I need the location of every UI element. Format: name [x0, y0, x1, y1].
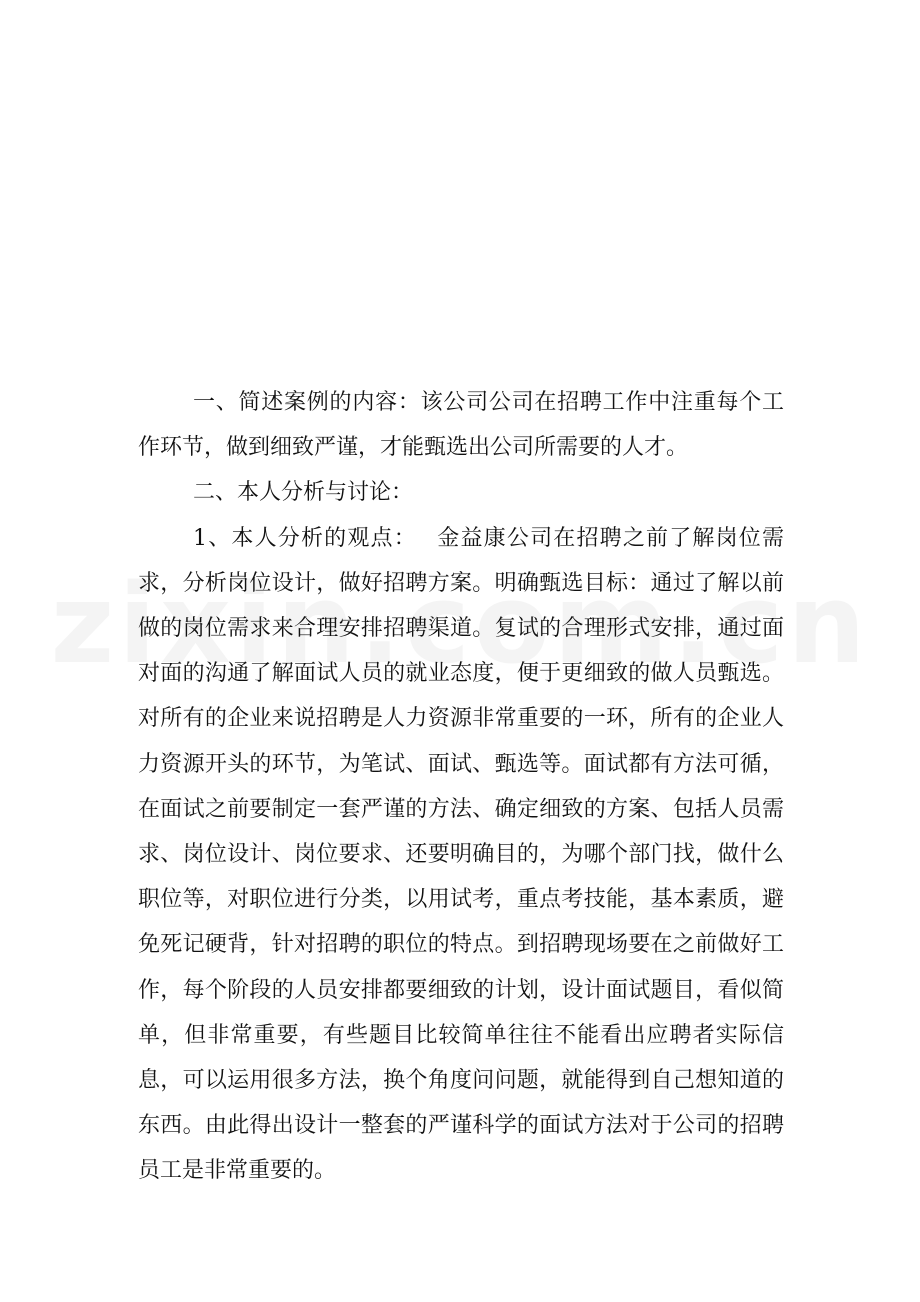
paragraph-analysis-heading: 二、本人分析与讨论： [193, 480, 414, 506]
document-body [138, 380, 784, 1194]
paragraph-analysis-content: 1、本人分析的观点： 金益康公司在招聘之前了解岗位需求，分析岗位设计，做好招聘方案。明确甄选目标：通过了解以前做的岗位需求来合理安排招聘渠道。复试的合理形式安排，通过面对面的沟通了解面试人员的就业态度，便于更细致的做人员甄选。对所有的企业来说招聘是人力资源非常重要的一环，所有的企业人力资源开头的环节，为笔试、面试、甄选等。面试都有方法可循，在面试之前要制定一套严谨的方法、确定细致的方案、包括人员需求、岗位设计、岗位要求、还要明确目的，为哪个部门找，做什么职位等，对职位进行分类，以用试考，重点考技能，基本素质，避免死记硬背，针对招聘的职位的特点。到招聘现场要在之前做好工作，每个阶段的人员安排都要细致的计划，设计面试题目，看似简单，但非常重要，有些题目比较简单往往不能看出应聘者实际信息，可以运用很多方法，换个角度问问题，就能得到自己想知道的东西。由此得出设计一整套的严谨科学的面试方法对于公司的招聘员工是非常重要的。 [138, 525, 784, 1184]
paragraph-case-summary: 一、简述案例的内容：该公司公司在招聘工作中注重每个工作环节，做到细致严谨，才能甄选出公司所需要的人才。 [138, 390, 784, 461]
